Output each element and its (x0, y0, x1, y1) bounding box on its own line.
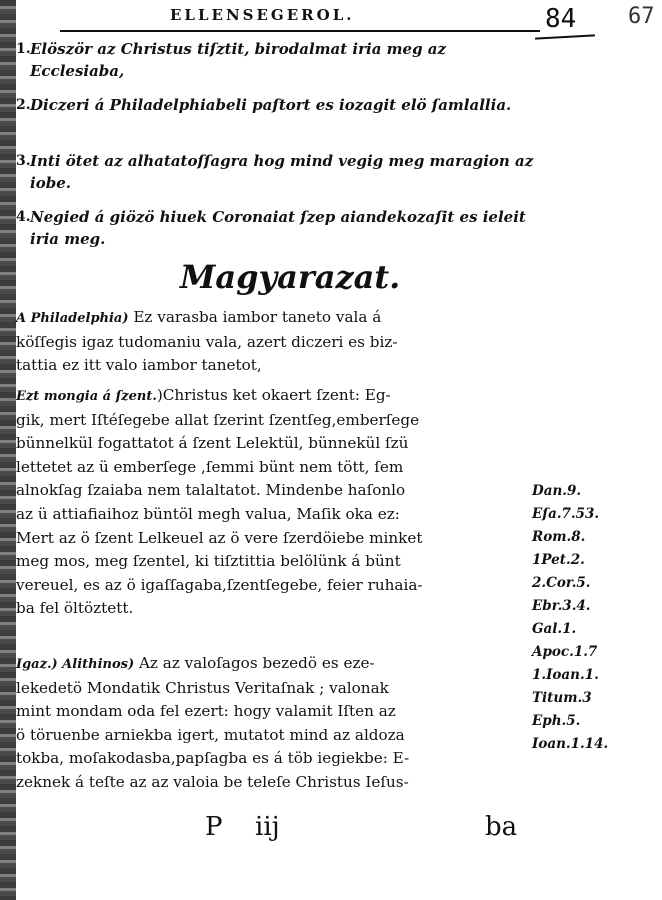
text-line: gik, mert Iſtéſegebe allat ſzerint ſzentſeg,emberſege (16, 410, 420, 429)
lemma: Ezt mongia á ſzent. (16, 389, 157, 404)
signature-mark: P (205, 812, 223, 842)
text-line: bünnelkül fogattatot á ſzent Lelektül, bünnekül ſzü (16, 434, 409, 453)
signature-number: iij (255, 812, 280, 842)
item-number: 1. (16, 41, 31, 57)
text-line: meg mos, meg ſzentel, ki tiſztittia belölünk á bünt (16, 552, 401, 571)
item-text: Negied á giözö hiuek Coronaiat ſzep aiandekozaſit es ieleit iria meg. (30, 208, 526, 248)
margin-ref: Rom.8. (532, 529, 586, 545)
lemma: A Philadelphia) (16, 311, 129, 326)
item-number: 4. (16, 209, 31, 225)
item-number: 2. (16, 97, 31, 113)
margin-ref: Eph.5. (532, 713, 581, 729)
catchword: ba (485, 812, 518, 842)
lemma: Igaz.) Alithinos) (16, 657, 135, 672)
text-line: köſſegis igaz tudomaniu vala, azert diczeri es biz- (16, 332, 398, 351)
summary-item (16, 206, 540, 250)
summary-item (16, 150, 540, 194)
text-line: lettetet az ü emberſege ,ſemmi bünt nem tött, ſem (16, 457, 404, 476)
item-number: 3. (16, 153, 31, 169)
text-line: tattia ez itt valo iambor tanetot, (16, 356, 262, 375)
text-line: tokba, moſakodasba,papſagba es á töb iegiekbe: E- (16, 749, 410, 768)
margin-ref: Ebr.3.4. (532, 598, 591, 614)
text-line: ö töruenbe arniekba igert, mutatot mind az aldoza (16, 725, 405, 744)
line-text: )Christus ket okaert ſzent: Eg- (156, 386, 391, 404)
item-text: Diczeri á Philadelphiabeli paſtort es iozagit elö ſamlallia. (30, 96, 512, 114)
summary-item (16, 38, 540, 82)
margin-ref: Titum.3 (532, 690, 592, 706)
summary-item (16, 94, 540, 116)
item-text: Elöször az Christus tiſztit, birodalmat iria meg az Ecclesiaba, (30, 40, 447, 80)
margin-references (532, 480, 658, 756)
text-line: ba fel öltöztett. (16, 599, 134, 618)
corner-mark: 67 (628, 4, 655, 29)
text-line: alnokſag ſzaiaba nem talaltatot. Mindenbe haſonlo (16, 481, 406, 500)
margin-ref: Dan.9. (532, 483, 582, 499)
text-line: zeknek á teſte az az valoia be teleſe Christus Ieſus- (16, 772, 409, 791)
line-text: Az az valoſagos bezedö es eze- (134, 654, 375, 672)
running-title: ELLENSEGEROL. (170, 6, 355, 24)
text-line: mint mondam oda fel ezert: hogy valamit Iſten az (16, 702, 396, 721)
margin-ref: 2.Cor.5. (532, 575, 591, 591)
line-text: Ez varasba iambor taneto vala á (128, 308, 382, 326)
header-rule (60, 30, 540, 32)
folio-number: 84 (545, 4, 577, 34)
margin-ref: Apoc.1.7 (532, 644, 598, 660)
margin-ref: 1.Ioan.1. (532, 667, 599, 683)
text-line (16, 384, 524, 409)
paragraph-1 (16, 306, 524, 378)
text-line: lekedetö Mondatik Christus Veritaſnak ; valonak (16, 678, 389, 697)
section-title: Magyarazat. (180, 258, 401, 296)
paragraph-3 (16, 652, 524, 795)
margin-ref: Gal.1. (532, 621, 577, 637)
margin-ref: Ioan.1.14. (532, 736, 609, 752)
margin-ref: 1Pet.2. (532, 552, 585, 568)
folio-underline (535, 34, 595, 39)
paragraph-2 (16, 384, 524, 621)
text-line (16, 652, 524, 677)
text-line: az ü attiafiaihoz büntöl megh valua, Maſik oka ez: (16, 504, 400, 523)
page-gutter-shadow (0, 0, 16, 900)
text-line: Mert az ö ſzent Lelkeuel az ö vere ſzerdöiebe minket (16, 528, 423, 547)
text-line (16, 306, 524, 331)
margin-ref: Eſa.7.53. (532, 506, 600, 522)
item-text: Inti ötet az alhatatoſſagra hog mind vegig meg maragion az iobe. (30, 152, 534, 192)
text-line: vereuel, es az ö igaſſagaba,ſzentſegebe, feier ruhaia- (16, 575, 423, 594)
